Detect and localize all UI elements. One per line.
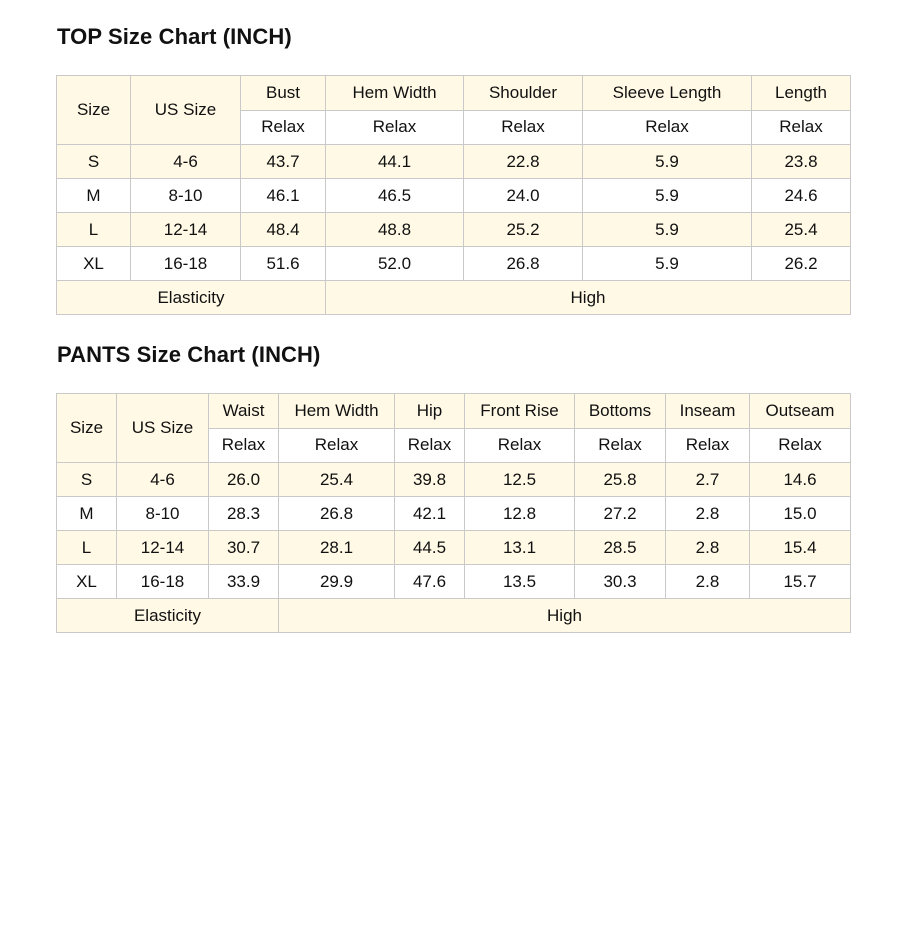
value-cell: 44.1 bbox=[326, 145, 464, 179]
value-cell: 13.1 bbox=[465, 531, 575, 565]
fit-cell: Relax bbox=[395, 428, 465, 463]
table-row bbox=[57, 179, 851, 213]
value-cell: 2.8 bbox=[666, 531, 750, 565]
value-cell: 13.5 bbox=[465, 565, 575, 599]
size-header: Size bbox=[57, 76, 131, 145]
value-cell: 44.5 bbox=[395, 531, 465, 565]
column-header: Hip bbox=[395, 394, 465, 429]
size-header: Size bbox=[57, 394, 117, 463]
value-cell: 12.8 bbox=[465, 497, 575, 531]
value-cell: 28.3 bbox=[209, 497, 279, 531]
value-cell: 2.8 bbox=[666, 565, 750, 599]
value-cell: 25.8 bbox=[575, 463, 666, 497]
column-header: Outseam bbox=[750, 394, 851, 429]
value-cell: 2.7 bbox=[666, 463, 750, 497]
us-size-cell: 12-14 bbox=[131, 213, 241, 247]
column-header: Bust bbox=[241, 76, 326, 111]
fit-cell: Relax bbox=[750, 428, 851, 463]
pants-chart-title: PANTS Size Chart (INCH) bbox=[57, 342, 321, 367]
column-header: Length bbox=[752, 76, 851, 111]
value-cell: 46.1 bbox=[241, 179, 326, 213]
value-cell: 27.2 bbox=[575, 497, 666, 531]
us-size-cell: 16-18 bbox=[117, 565, 209, 599]
us-size-header: US Size bbox=[131, 76, 241, 145]
value-cell: 47.6 bbox=[395, 565, 465, 599]
column-header: Hem Width bbox=[279, 394, 395, 429]
fit-cell: Relax bbox=[465, 428, 575, 463]
table-row bbox=[57, 145, 851, 179]
fit-cell: Relax bbox=[241, 110, 326, 145]
value-cell: 28.5 bbox=[575, 531, 666, 565]
fit-cell: Relax bbox=[326, 110, 464, 145]
size-cell: S bbox=[57, 463, 117, 497]
column-header: Shoulder bbox=[464, 76, 583, 111]
table-header-row bbox=[57, 394, 851, 429]
value-cell: 29.9 bbox=[279, 565, 395, 599]
fit-cell: Relax bbox=[209, 428, 279, 463]
value-cell: 28.1 bbox=[279, 531, 395, 565]
size-cell: XL bbox=[57, 247, 131, 281]
value-cell: 48.4 bbox=[241, 213, 326, 247]
top-size-table bbox=[56, 75, 851, 315]
value-cell: 52.0 bbox=[326, 247, 464, 281]
value-cell: 26.8 bbox=[464, 247, 583, 281]
table-row bbox=[57, 531, 851, 565]
elasticity-value: High bbox=[279, 599, 851, 633]
column-header: Sleeve Length bbox=[583, 76, 752, 111]
fit-cell: Relax bbox=[666, 428, 750, 463]
size-cell: S bbox=[57, 145, 131, 179]
fit-cell: Relax bbox=[279, 428, 395, 463]
value-cell: 15.0 bbox=[750, 497, 851, 531]
value-cell: 42.1 bbox=[395, 497, 465, 531]
us-size-cell: 4-6 bbox=[117, 463, 209, 497]
column-header: Hem Width bbox=[326, 76, 464, 111]
value-cell: 24.0 bbox=[464, 179, 583, 213]
elasticity-label: Elasticity bbox=[57, 599, 279, 633]
value-cell: 30.7 bbox=[209, 531, 279, 565]
column-header: Waist bbox=[209, 394, 279, 429]
us-size-header: US Size bbox=[117, 394, 209, 463]
table-header-row bbox=[57, 76, 851, 111]
top-chart-title: TOP Size Chart (INCH) bbox=[57, 24, 292, 49]
value-cell: 30.3 bbox=[575, 565, 666, 599]
fit-cell: Relax bbox=[583, 110, 752, 145]
us-size-cell: 12-14 bbox=[117, 531, 209, 565]
value-cell: 14.6 bbox=[750, 463, 851, 497]
column-header: Front Rise bbox=[465, 394, 575, 429]
value-cell: 33.9 bbox=[209, 565, 279, 599]
value-cell: 46.5 bbox=[326, 179, 464, 213]
table-row bbox=[57, 247, 851, 281]
value-cell: 26.2 bbox=[752, 247, 851, 281]
fit-cell: Relax bbox=[752, 110, 851, 145]
value-cell: 5.9 bbox=[583, 213, 752, 247]
size-cell: XL bbox=[57, 565, 117, 599]
size-cell: M bbox=[57, 497, 117, 531]
value-cell: 5.9 bbox=[583, 247, 752, 281]
us-size-cell: 4-6 bbox=[131, 145, 241, 179]
table-row bbox=[57, 565, 851, 599]
elasticity-row bbox=[57, 599, 851, 633]
value-cell: 25.2 bbox=[464, 213, 583, 247]
elasticity-value: High bbox=[326, 281, 851, 315]
size-cell: L bbox=[57, 213, 131, 247]
value-cell: 25.4 bbox=[752, 213, 851, 247]
value-cell: 43.7 bbox=[241, 145, 326, 179]
table-row bbox=[57, 213, 851, 247]
fit-cell: Relax bbox=[575, 428, 666, 463]
size-cell: L bbox=[57, 531, 117, 565]
value-cell: 23.8 bbox=[752, 145, 851, 179]
value-cell: 39.8 bbox=[395, 463, 465, 497]
value-cell: 22.8 bbox=[464, 145, 583, 179]
value-cell: 24.6 bbox=[752, 179, 851, 213]
value-cell: 15.7 bbox=[750, 565, 851, 599]
pants-size-table bbox=[56, 393, 851, 633]
elasticity-row bbox=[57, 281, 851, 315]
elasticity-label: Elasticity bbox=[57, 281, 326, 315]
value-cell: 2.8 bbox=[666, 497, 750, 531]
value-cell: 25.4 bbox=[279, 463, 395, 497]
us-size-cell: 8-10 bbox=[131, 179, 241, 213]
value-cell: 15.4 bbox=[750, 531, 851, 565]
size-cell: M bbox=[57, 179, 131, 213]
value-cell: 12.5 bbox=[465, 463, 575, 497]
value-cell: 51.6 bbox=[241, 247, 326, 281]
column-header: Inseam bbox=[666, 394, 750, 429]
value-cell: 26.0 bbox=[209, 463, 279, 497]
us-size-cell: 8-10 bbox=[117, 497, 209, 531]
us-size-cell: 16-18 bbox=[131, 247, 241, 281]
value-cell: 5.9 bbox=[583, 145, 752, 179]
value-cell: 5.9 bbox=[583, 179, 752, 213]
table-row bbox=[57, 463, 851, 497]
value-cell: 26.8 bbox=[279, 497, 395, 531]
column-header: Bottoms bbox=[575, 394, 666, 429]
value-cell: 48.8 bbox=[326, 213, 464, 247]
table-row bbox=[57, 497, 851, 531]
fit-cell: Relax bbox=[464, 110, 583, 145]
